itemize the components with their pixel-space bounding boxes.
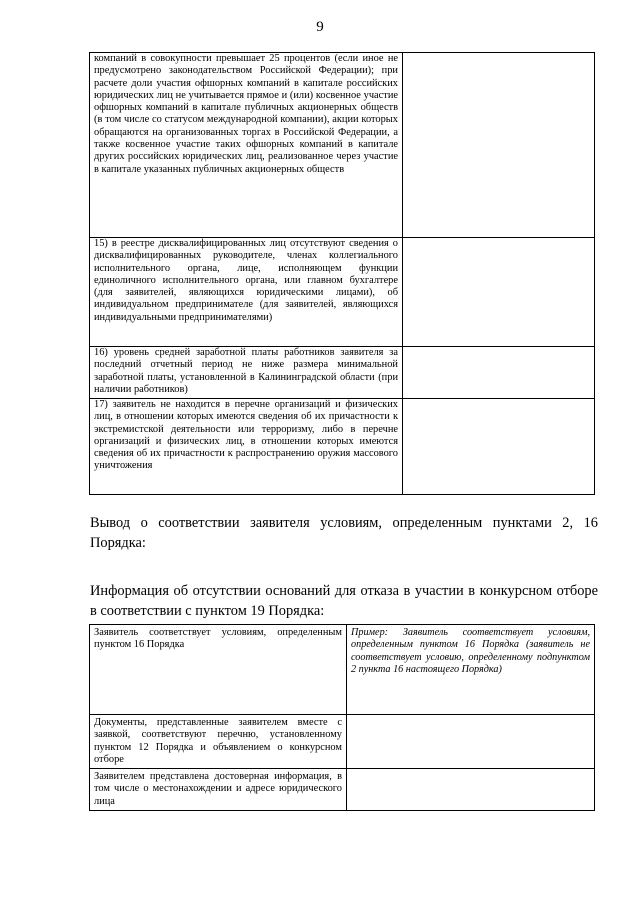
criterion-text: 16) уровень средней заработной платы работников заявителя за последний отчетный период не ниже размера минимальной заработной платы, установленной в Калининградской области (при наличии работников) <box>90 347 403 399</box>
table-row <box>90 399 595 495</box>
criterion-value <box>403 399 595 495</box>
criterion-text: компаний в совокупности превышает 25 процентов (если иное не предусмотрено законодательством Российской Федерации); при расчете доли участия офшорных компаний в капитале российских юридических лиц не учитывается прямое и (или) косвенное участие офшорных компаний в капитале публичных акционерных обществ (в том числе со статусом международной компании), акции которых обращаются на организованных торгах в Российской Федерации, а также косвенное участие таких офшорных компаний в капитале других российских юридических лиц, реализованное через участие в капитале указанных публичных акционерных обществ <box>90 53 403 238</box>
ground-text: Документы, представленные заявителем вместе с заявкой, соответствуют перечню, установленному пунктом 12 Порядка и объявлением о конкурсном отборе <box>90 715 347 769</box>
info-heading: Информация об отсутствии оснований для отказа в участии в конкурсном отборе в соответствии с пунктом 19 Порядка: <box>90 583 598 619</box>
conclusion-paragraph: Вывод о соответствии заявителя условиям, определенным пунктами 2, 16 Порядка: <box>90 515 598 551</box>
criteria-table <box>89 52 595 495</box>
ground-value <box>347 715 595 769</box>
criterion-value <box>403 53 595 238</box>
table-row <box>90 625 595 715</box>
table-row <box>90 715 595 769</box>
criterion-value <box>403 347 595 399</box>
ground-value <box>347 769 595 811</box>
criterion-text: 15) в реестре дисквалифицированных лиц отсутствуют сведения о дисквалифицированных руководителе, членах коллегиального исполнительного органа, лице, исполняющем функции единоличного исполнительного органа, или главном бухгалтере (для заявителей, являющихся юридическими лицами), об индивидуальном предпринимателе (для заявителей, являющихся индивидуальными предпринимателями) <box>90 238 403 347</box>
page-number: 9 <box>316 19 324 35</box>
ground-text: Заявитель соответствует условиям, определенным пунктом 16 Порядка <box>90 625 347 715</box>
criterion-text: 17) заявитель не находится в перечне организаций и физических лиц, в отношении которых имеются сведения об их причастности к экстремистской деятельности или терроризму, либо в перечне организаций и физических лиц, в отношении которых имеются сведения об их причастности к распространению оружия массового уничтожения <box>90 399 403 495</box>
grounds-table <box>89 624 595 811</box>
criterion-value <box>403 238 595 347</box>
table-row <box>90 347 595 399</box>
ground-value: Пример: Заявитель соответствует условиям, определенным пунктом 16 Порядка (заявитель не соответствует условию, определенному подпунктом 2 пункта 16 настоящего Порядка) <box>347 625 595 715</box>
table-row <box>90 769 595 811</box>
table-row <box>90 238 595 347</box>
table-row <box>90 53 595 238</box>
ground-text: Заявителем представлена достоверная информация, в том числе о местонахождении и адресе юридического лица <box>90 769 347 811</box>
